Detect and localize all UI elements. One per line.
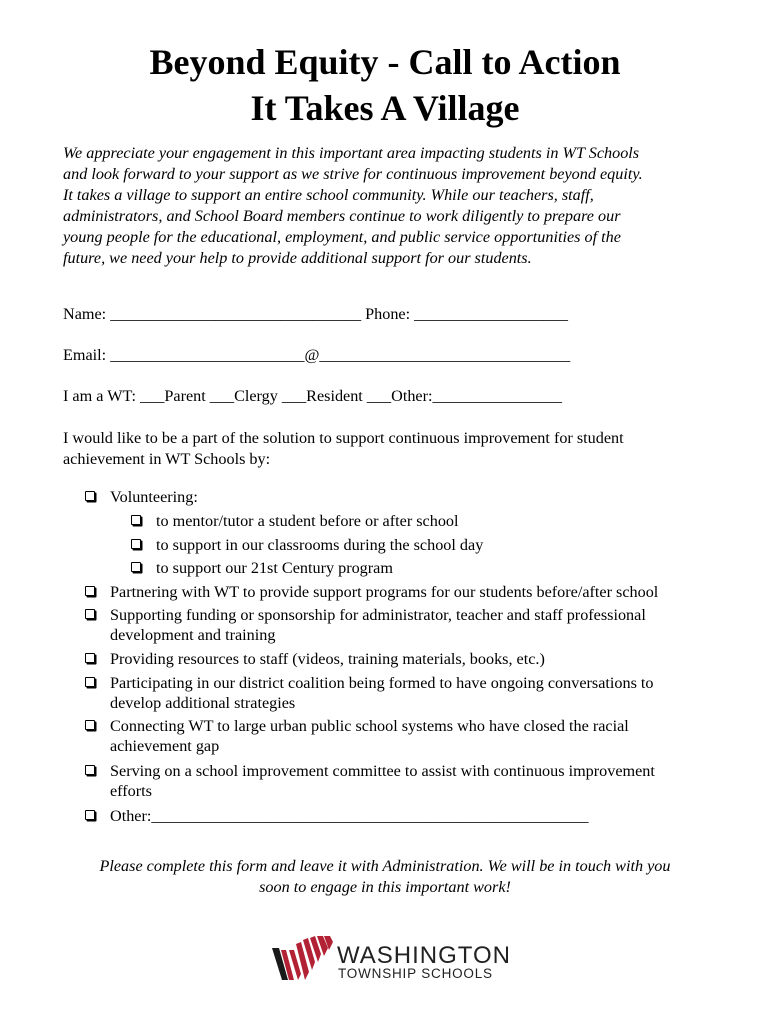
checkbox-icon[interactable] [131, 562, 141, 572]
intro-line: administrators, and School Board members continue to work diligently to prepare our [63, 207, 621, 225]
checkbox-icon[interactable] [131, 515, 141, 525]
intro-line: and look forward to your support as we strive for continuous improvement beyond equity. [63, 165, 643, 183]
checkbox-icon[interactable] [85, 653, 95, 663]
logo-name: WASHINGTON [337, 942, 512, 969]
washington-township-logo [272, 936, 517, 986]
prompt-line: achievement in WT Schools by: [63, 450, 271, 468]
options-prompt [63, 428, 624, 470]
checkbox-icon[interactable] [85, 491, 95, 501]
closing-line: soon to engage in this important work! [259, 878, 511, 896]
intro-line: young people for the educational, employment, and public service opportunities of the [63, 228, 621, 246]
checkbox-icon[interactable] [85, 677, 95, 687]
closing-line: Please complete this form and leave it with Administration. We will be in touch with you [99, 857, 671, 875]
page-subtitle: It Takes A Village [250, 88, 520, 128]
checkbox-icon[interactable] [85, 609, 95, 619]
checkbox-icon[interactable] [85, 720, 95, 730]
email-field[interactable]: Email: ________________________@_______________________________ [63, 346, 571, 364]
checkbox-icon[interactable] [131, 539, 141, 549]
checkbox-icon[interactable] [85, 765, 95, 775]
role-selection-line[interactable]: I am a WT: ___Parent ___Clergy ___Resident ___Other:________________ [63, 387, 562, 405]
name-phone-field[interactable]: Name: _______________________________ Phone: ___________________ [63, 305, 568, 323]
prompt-line: I would like to be a part of the solution to support continuous improvement for student [63, 429, 624, 447]
logo-subtitle: TOWNSHIP SCHOOLS [338, 966, 493, 981]
intro-paragraph [63, 143, 713, 269]
intro-line: future, we need your help to provide additional support for our students. [63, 249, 532, 267]
checkbox-icon[interactable] [85, 810, 95, 820]
checkbox-icon[interactable] [85, 586, 95, 596]
intro-line: It takes a village to support an entire school community. While our teachers, staff, [63, 186, 594, 204]
page-title: Beyond Equity - Call to Action [149, 42, 621, 82]
intro-line: We appreciate your engagement in this important area impacting students in WT Schools [63, 144, 640, 162]
closing-note [0, 856, 770, 898]
wt-logo-mark-icon [272, 936, 334, 982]
